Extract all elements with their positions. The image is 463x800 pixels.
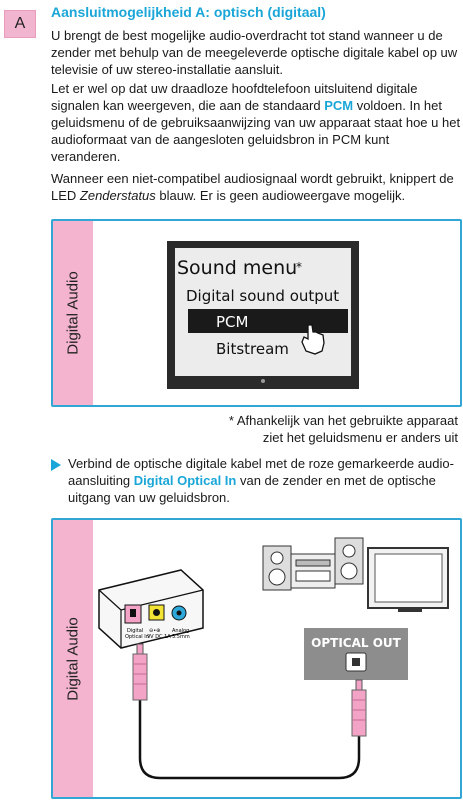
optical-port-hole [130, 609, 136, 617]
connection-illustration [53, 520, 460, 797]
instruction-text [68, 455, 460, 506]
tv-power-led [261, 379, 265, 383]
footnote-line-2: ziet het geluidsmenu er anders uit [262, 430, 458, 445]
pcm-selection-bar [188, 309, 348, 333]
stereo-system-icon [263, 538, 363, 590]
optical-out-label: OPTICAL OUT [311, 636, 401, 650]
cable-plug-right [352, 680, 366, 736]
led-name: Zenderstatus [79, 188, 156, 203]
instruction-text-c: van de zender en met de optische uitgang van uw geluidsbron. [68, 473, 436, 505]
footnote-line-1: * Afhankelijk van het gebruikte apparaat [228, 413, 458, 428]
optical-cable [140, 700, 359, 778]
pcm-highlight: PCM [324, 98, 354, 113]
paragraph-pcm [51, 80, 461, 165]
instruction-text-a: Verbind de optische digitale kabel met de roze gemarkeerde audio-aansluiting [68, 456, 454, 488]
optical-out-port-hole [352, 658, 360, 666]
menu-item-digital-sound-output: Digital sound output [186, 287, 340, 305]
paragraph-pcm-text-a: Let er wel op dat uw draadloze hoofdtelefoon uitsluitend digitale signalen kan weergeven, die aan de standaard [51, 81, 418, 113]
paragraph-pcm-text-b: voldoen. In het geluidsmenu of de gebruiksaanwijzing van uw apparaat staat hoe u het audioformaat van de aangesloten geluidsbron in PCM kunt veranderen. [51, 98, 461, 164]
menu-item-pcm: PCM [216, 313, 249, 331]
cable-plug-left [133, 644, 147, 700]
section-badge: A [4, 10, 36, 38]
television-icon [368, 548, 448, 612]
figure-connection [51, 518, 462, 799]
port1-label-line2: Optical In [125, 634, 149, 640]
port3-label-line1: Analog [172, 628, 190, 634]
figure-sound-menu [51, 219, 462, 407]
power-port-hole [153, 609, 160, 616]
figure1-side-label: Digital Audio [64, 271, 82, 355]
analog-port-hole [177, 611, 182, 616]
menu-item-bitstream: Bitstream [216, 340, 289, 358]
port2-label-line2: 9V DC 1A [147, 634, 171, 640]
menu-title-asterisk: * [296, 260, 302, 274]
digital-optical-in-highlight: Digital Optical In [133, 473, 237, 488]
menu-title: Sound menu [177, 257, 298, 279]
bullet-arrow-icon [51, 459, 61, 471]
figure2-side-label: Digital Audio [64, 616, 82, 701]
port1-label-line1: Digital [127, 628, 144, 634]
port2-label-line1: ⊖•⊕ [149, 628, 161, 634]
paragraph-led-text-a: Wanneer een niet-compatibel audiosignaal wordt gebruikt, knippert de LED [51, 171, 454, 203]
tv-illustration [53, 221, 460, 405]
paragraph-led-text-b: blauw. Er is geen audioweergave mogelijk. [155, 188, 406, 203]
port3-label-line2: 3.5mm [172, 634, 190, 640]
section-heading: Aansluitmogelijkheid A: optisch (digitaal) [51, 4, 326, 20]
paragraph-led [51, 170, 461, 204]
paragraph-intro: U brengt de best mogelijke audio-overdracht tot stand wanneer u de zender met behulp van de meegeleverde optische digitale kabel op uw televisie of uw stereo-installatie aansluit. [51, 28, 458, 77]
